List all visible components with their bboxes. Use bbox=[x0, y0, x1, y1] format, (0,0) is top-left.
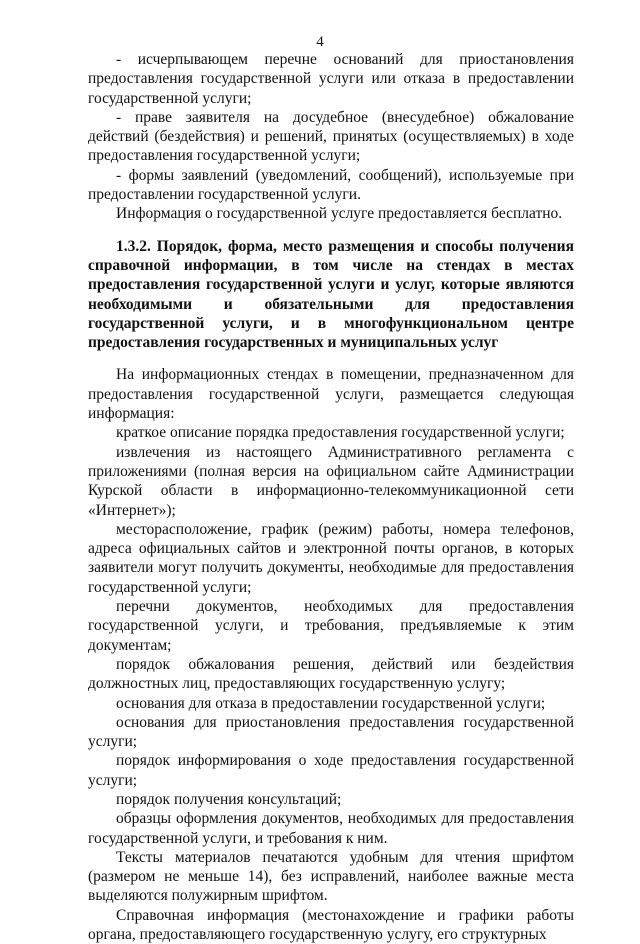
list-item: краткое описание порядка предоставления государственной услуги; bbox=[116, 424, 565, 442]
page-body bbox=[88, 50, 574, 944]
list-item: основания для отказа в предоставлении государственной услуги; bbox=[116, 694, 546, 712]
paragraph: Справочная информация (местонахождение и графики работы органа, предоставляющего государственную услугу, его структурных bbox=[88, 906, 574, 944]
paragraph: Информация о государственной услуге предоставляется бесплатно. bbox=[116, 205, 563, 223]
list-item: порядок обжалования решения, действий или бездействия должностных лиц, предоставляющих государственную услугу; bbox=[88, 655, 574, 693]
paragraph: - формы заявлений (уведомлений, сообщений), используемые при предоставлении государственной услуги. bbox=[88, 166, 574, 204]
list-item: порядок получения консультаций; bbox=[116, 790, 342, 808]
section-heading: 1.3.2. Порядок, форма, место размещения и способы получения справочной информации, в том числе на стендах в местах предоставления государственной услуги и услуг, которые являются необходимыми и обязательными для предоставления государственной услуги, и в многофункциональном центре предоставления государственных и муниципальных услуг bbox=[88, 237, 574, 352]
list-item: порядок информирования о ходе предоставления государственной услуги; bbox=[88, 752, 574, 789]
list-item: извлечения из настоящего Административного регламента с приложениями (полная версия на официальном сайте Администрации Курской области в информационно-телекоммуникационной сети «Интернет»); bbox=[88, 443, 574, 519]
paragraph: - исчерпывающем перечне оснований для приостановления предоставления государственной услуги или отказа в предоставлении государственной услуги; bbox=[88, 51, 574, 107]
list-item: месторасположение, график (режим) работы, номера телефонов, адреса официальных сайтов и электронной почты органов, в которых заявители могут получить документы, необходимые для предоставления государственной услуги; bbox=[88, 520, 574, 596]
list-item: образцы оформления документов, необходимых для предоставления государственной услуги, и требования к ним. bbox=[88, 810, 574, 847]
paragraph: На информационных стендах в помещении, предназначенном для предоставления государственной услуги, размещается следующая информация: bbox=[88, 366, 574, 423]
page-number: 4 bbox=[316, 34, 324, 50]
list-item: перечни документов, необходимых для предоставления государственной услуги, и требования, предъявляемые к этим документам; bbox=[88, 598, 574, 654]
paragraph: - праве заявителя на досудебное (внесудебное) обжалование действий (бездействия) и решений, принятых (осуществляемых) в ходе предоставления государственной услуги; bbox=[88, 108, 574, 165]
list-item: основания для приостановления предоставления государственной услуги; bbox=[88, 713, 574, 751]
paragraph: Тексты материалов печатаются удобным для чтения шрифтом (размером не меньше 14), без исправлений, наиболее важные места выделяются полужирным шрифтом. bbox=[88, 848, 574, 905]
